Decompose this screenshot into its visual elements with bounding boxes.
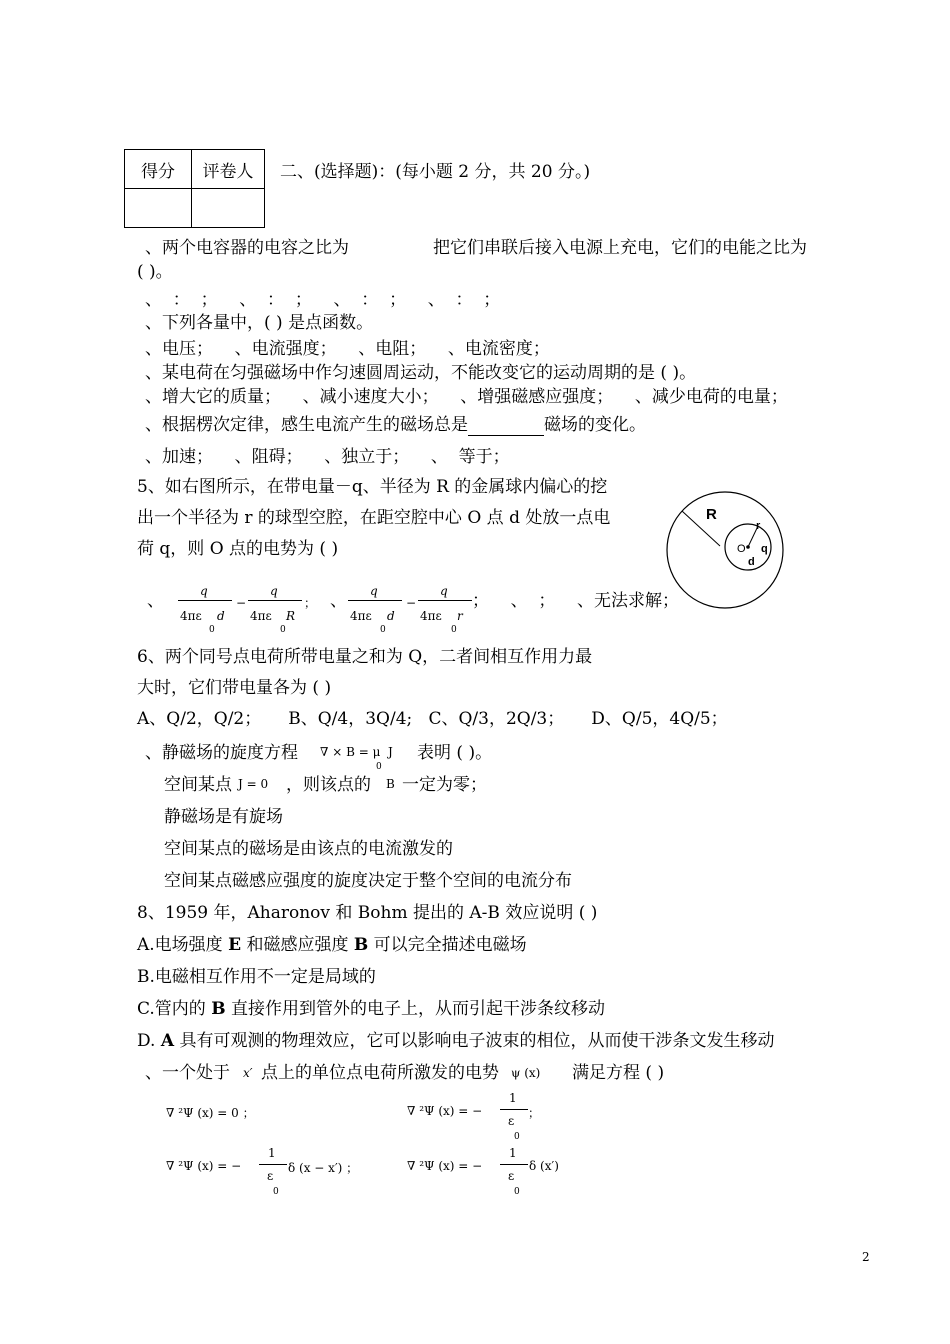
q5-opt-b-marker: 、: [330, 591, 347, 611]
q9-xprime: x′: [243, 1066, 253, 1080]
label-d: d: [748, 556, 755, 568]
label-O: O: [737, 543, 746, 555]
score-cell[interactable]: [125, 189, 192, 228]
q6-line1: 6、两个同号点电荷所带电量之和为 Q，二者间相互作用力最: [137, 647, 593, 667]
q1-stem-a: 、两个电容器的电容之比为: [145, 238, 349, 258]
q5-line2: 出一个半径为 r 的球型空腔，在距空腔中心 O 点 d 处放一点电: [137, 508, 611, 528]
q9-eqC: ∇ ²Ψ (x) = −: [166, 1159, 242, 1173]
q5-options-tail: ； 、 ； 、无法求解；: [472, 591, 680, 611]
label-r: r: [756, 520, 761, 532]
score-header: 得分: [125, 150, 192, 189]
q7-stem-a: 、静磁场的旋度方程: [145, 743, 298, 763]
q8-optC-B: B: [211, 999, 226, 1019]
q5-frac2-num: q: [270, 584, 278, 598]
q5-frac3-den: 4πε: [350, 609, 372, 623]
q4-options: 、加速； 、阻碍； 、独立于； 、 等于；: [145, 447, 510, 467]
grader-header: 评卷人: [192, 150, 265, 189]
q5-frac4-sub: 0: [451, 625, 457, 635]
q5-frac3-d: d: [387, 609, 395, 623]
q5-semi1: ；: [304, 596, 317, 610]
q7-equation: ∇ × B = μ J: [320, 745, 393, 759]
q5-frac1-num: q: [200, 584, 208, 598]
q9-stem-a: 、一个处于: [145, 1063, 230, 1083]
q9-eqC-den: ε: [267, 1169, 274, 1183]
q2-options: 、电压； 、电流强度； 、电阻； 、电流密度；: [145, 339, 550, 359]
q5-minus2: −: [406, 596, 417, 610]
grader-cell[interactable]: [192, 189, 265, 228]
q9-eqA: ∇ ²Ψ (x) = 0 ；: [166, 1106, 255, 1120]
q9-eqD-sub: 0: [514, 1187, 520, 1197]
q5-minus1: −: [236, 596, 247, 610]
q4-stem-a: 、根据楞次定律，感生电流产生的磁场总是: [145, 415, 468, 435]
q3-options: 、增大它的质量； 、减小速度大小； 、增强磁感应强度； 、减少电荷的电量；: [145, 387, 788, 407]
q5-frac4-bar: [418, 600, 472, 601]
q8-optC: [137, 998, 605, 1020]
q5-frac3-bar: [348, 600, 402, 601]
q9-eqB-bar: [500, 1109, 528, 1110]
q4-answer-blank[interactable]: [468, 417, 544, 436]
q7-optA-eq: J = 0: [238, 777, 269, 791]
q9-eqB-num: 1: [509, 1091, 517, 1105]
q5-frac1-d: d: [217, 609, 225, 623]
q9-eqC-bar: [259, 1164, 287, 1165]
q7-equation-sub: 0: [376, 762, 382, 772]
q5-line1: 5、如右图所示，在带电量－q、半径为 R 的金属球内偏心的挖: [137, 477, 608, 497]
q4-stem-b: 磁场的变化。: [544, 415, 646, 435]
q8-optD-a: D.: [137, 1031, 161, 1051]
q7-optB: 静磁场是有旋场: [164, 807, 283, 827]
q8-optD-A: A: [160, 1031, 175, 1051]
q5-frac2-bar: [248, 600, 302, 601]
q1-options: 、 ： ； 、 ： ； 、 ： ； 、 ： ；: [145, 290, 501, 310]
q9-stem-b: 点上的单位点电荷所激发的电势: [261, 1063, 499, 1083]
q5-line3: 荷 q，则 O 点的电势为 ( ): [137, 539, 339, 559]
q4-stem: [145, 414, 646, 436]
sphere-figure: [664, 489, 786, 611]
q5-frac2-den: 4πε: [250, 609, 272, 623]
q9-eqD-num: 1: [509, 1146, 517, 1160]
q5-frac4-den: 4πε: [420, 609, 442, 623]
q9-eqD-bar: [500, 1164, 528, 1165]
q8-optA-c: 可以完全描述电磁场: [368, 935, 527, 955]
q8-optA-B: B: [353, 935, 369, 955]
q7-optA-B: B: [386, 777, 395, 791]
q7-optC: 空间某点的磁场是由该点的电流激发的: [164, 839, 453, 859]
q9-eqC-sub: 0: [273, 1187, 279, 1197]
q5-frac3-num: q: [370, 584, 378, 598]
q3-stem: 、某电荷在匀强磁场中作匀速圆周运动，不能改变它的运动周期的是 ( )。: [145, 363, 697, 383]
q7-stem-b: 表明 ( )。: [417, 743, 493, 763]
q8-optA-E: E: [228, 935, 242, 955]
q7-optA-b: ，则该点的: [286, 775, 371, 795]
q1-stem-b: 把它们串联后接入电源上充电，它们的电能之比为: [433, 238, 807, 258]
q9-eqC-num: 1: [268, 1146, 276, 1160]
q7-optD: 空间某点磁感应强度的旋度决定于整个空间的电流分布: [164, 871, 572, 891]
page-number: 2: [862, 1250, 870, 1264]
label-R: R: [706, 506, 717, 523]
q5-opt-a-marker: 、: [147, 591, 164, 611]
q5-frac2-sub: 0: [280, 625, 286, 635]
q8-optC-a: C.管内的: [137, 999, 212, 1019]
q8-optD: [137, 1030, 774, 1052]
q5-frac3-sub: 0: [380, 625, 386, 635]
q8-optA-b: 和磁感应强度: [241, 935, 354, 955]
q5-frac4-num: q: [440, 584, 448, 598]
q7-optA-c: 一定为零；: [402, 775, 487, 795]
q6-line2: 大时，它们带电量各为 ( ): [137, 678, 332, 698]
q5-frac1-bar: [178, 600, 232, 601]
q9-eqC-tail: δ (x − x′) ；: [288, 1161, 359, 1175]
q8-optD-b: 具有可观测的物理效应，它可以影响电子波束的相位，从而使干涉条文发生移动: [174, 1031, 775, 1051]
q9-eqB-den: ε: [508, 1114, 515, 1128]
q9-eqB-semi: ；: [528, 1106, 541, 1120]
q2-stem: 、下列各量中，( ) 是点函数。: [145, 313, 374, 333]
q8-optA: [137, 934, 527, 956]
score-table: [124, 149, 265, 228]
q5-frac4-r: r: [457, 609, 463, 623]
q8-optA-a: A.电场强度: [137, 935, 229, 955]
q9-psi: ψ (x): [511, 1066, 541, 1080]
q7-optA-a: 空间某点: [164, 775, 232, 795]
label-q: q: [761, 543, 768, 555]
q5-frac1-sub: 0: [209, 625, 215, 635]
center-O-dot: [746, 545, 750, 549]
section-title: 二、(选择题)：(每小题 2 分，共 20 分。): [280, 162, 591, 182]
q9-eqD-tail: δ (x′): [529, 1159, 559, 1173]
q8-optB: B.电磁相互作用不一定是局域的: [137, 967, 376, 987]
q9-eqB: ∇ ²Ψ (x) = −: [407, 1104, 483, 1118]
q9-stem-c: 满足方程 ( ): [572, 1063, 665, 1083]
q5-frac2-R: R: [286, 609, 296, 623]
q9-eqB-sub: 0: [514, 1132, 520, 1142]
q1-stem-c: ( )。: [137, 262, 173, 282]
q8-stem: 8、1959 年，Aharonov 和 Bohm 提出的 A-B 效应说明 ( ): [137, 903, 598, 923]
q8-optC-b: 直接作用到管外的电子上，从而引起干涉条纹移动: [225, 999, 605, 1019]
q6-options: A、Q/2，Q/2； B、Q/4，3Q/4; C、Q/3，2Q/3； D、Q/5，4Q/5；: [137, 709, 728, 729]
q5-frac1-den: 4πε: [180, 609, 202, 623]
q9-eqD-den: ε: [508, 1169, 515, 1183]
q9-eqD: ∇ ²Ψ (x) = −: [407, 1159, 483, 1173]
